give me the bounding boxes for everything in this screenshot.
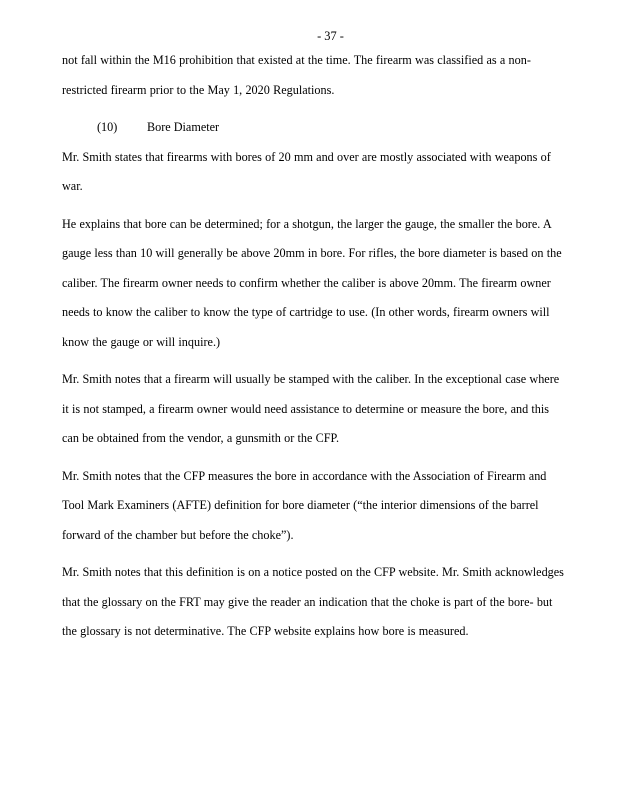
- paragraph-afte-definition: Mr. Smith notes that the CFP measures the bore in accordance with the Association of Firearm and Tool Mark Examiners (AFTE) definition for bore diameter (“the interior dimensions of the barrel forward of the chamber but before the choke”).: [62, 468, 547, 542]
- paragraph-bore-determination: He explains that bore can be determined; for a shotgun, the larger the gauge, the smaller the bore. A gauge less than 10 will generally be above 20mm in bore. For rifles, the bore diameter is based on the caliber. The firearm owner needs to confirm whether the caliber is above 20mm. The firearm owner needs to know the caliber to know the type of cartridge to use. (In other words, firearm owners will know the gauge or will inquire.): [62, 216, 562, 349]
- paragraph-cfp-website: Mr. Smith notes that this definition is on a notice posted on the CFP website. Mr. Smith acknowledges that the glossary on the FRT may give the reader an indication that the choke is part of the bore- but the glossary is not determinative. The CFP website explains how bore is measured.: [62, 565, 564, 638]
- section-heading-title: Bore Diameter: [147, 120, 220, 134]
- paragraph-bores-20mm: Mr. Smith states that firearms with bores of 20 mm and over are mostly associated with weapons of war.: [62, 149, 551, 193]
- page-number: - 37 -: [317, 29, 344, 43]
- section-heading-number: (10): [97, 120, 118, 134]
- paragraph-caliber-stamp: Mr. Smith notes that a firearm will usually be stamped with the caliber. In the exceptional case where it is not stamped, a firearm owner would need assistance to determine or measure the bore, and this can be obtained from the vendor, a gunsmith or the CFP.: [62, 372, 560, 445]
- paragraph-continuation: not fall within the M16 prohibition that existed at the time. The firearm was classified as a non-restricted firearm prior to the May 1, 2020 Regulations.: [62, 53, 531, 97]
- section-heading: [97, 113, 565, 143]
